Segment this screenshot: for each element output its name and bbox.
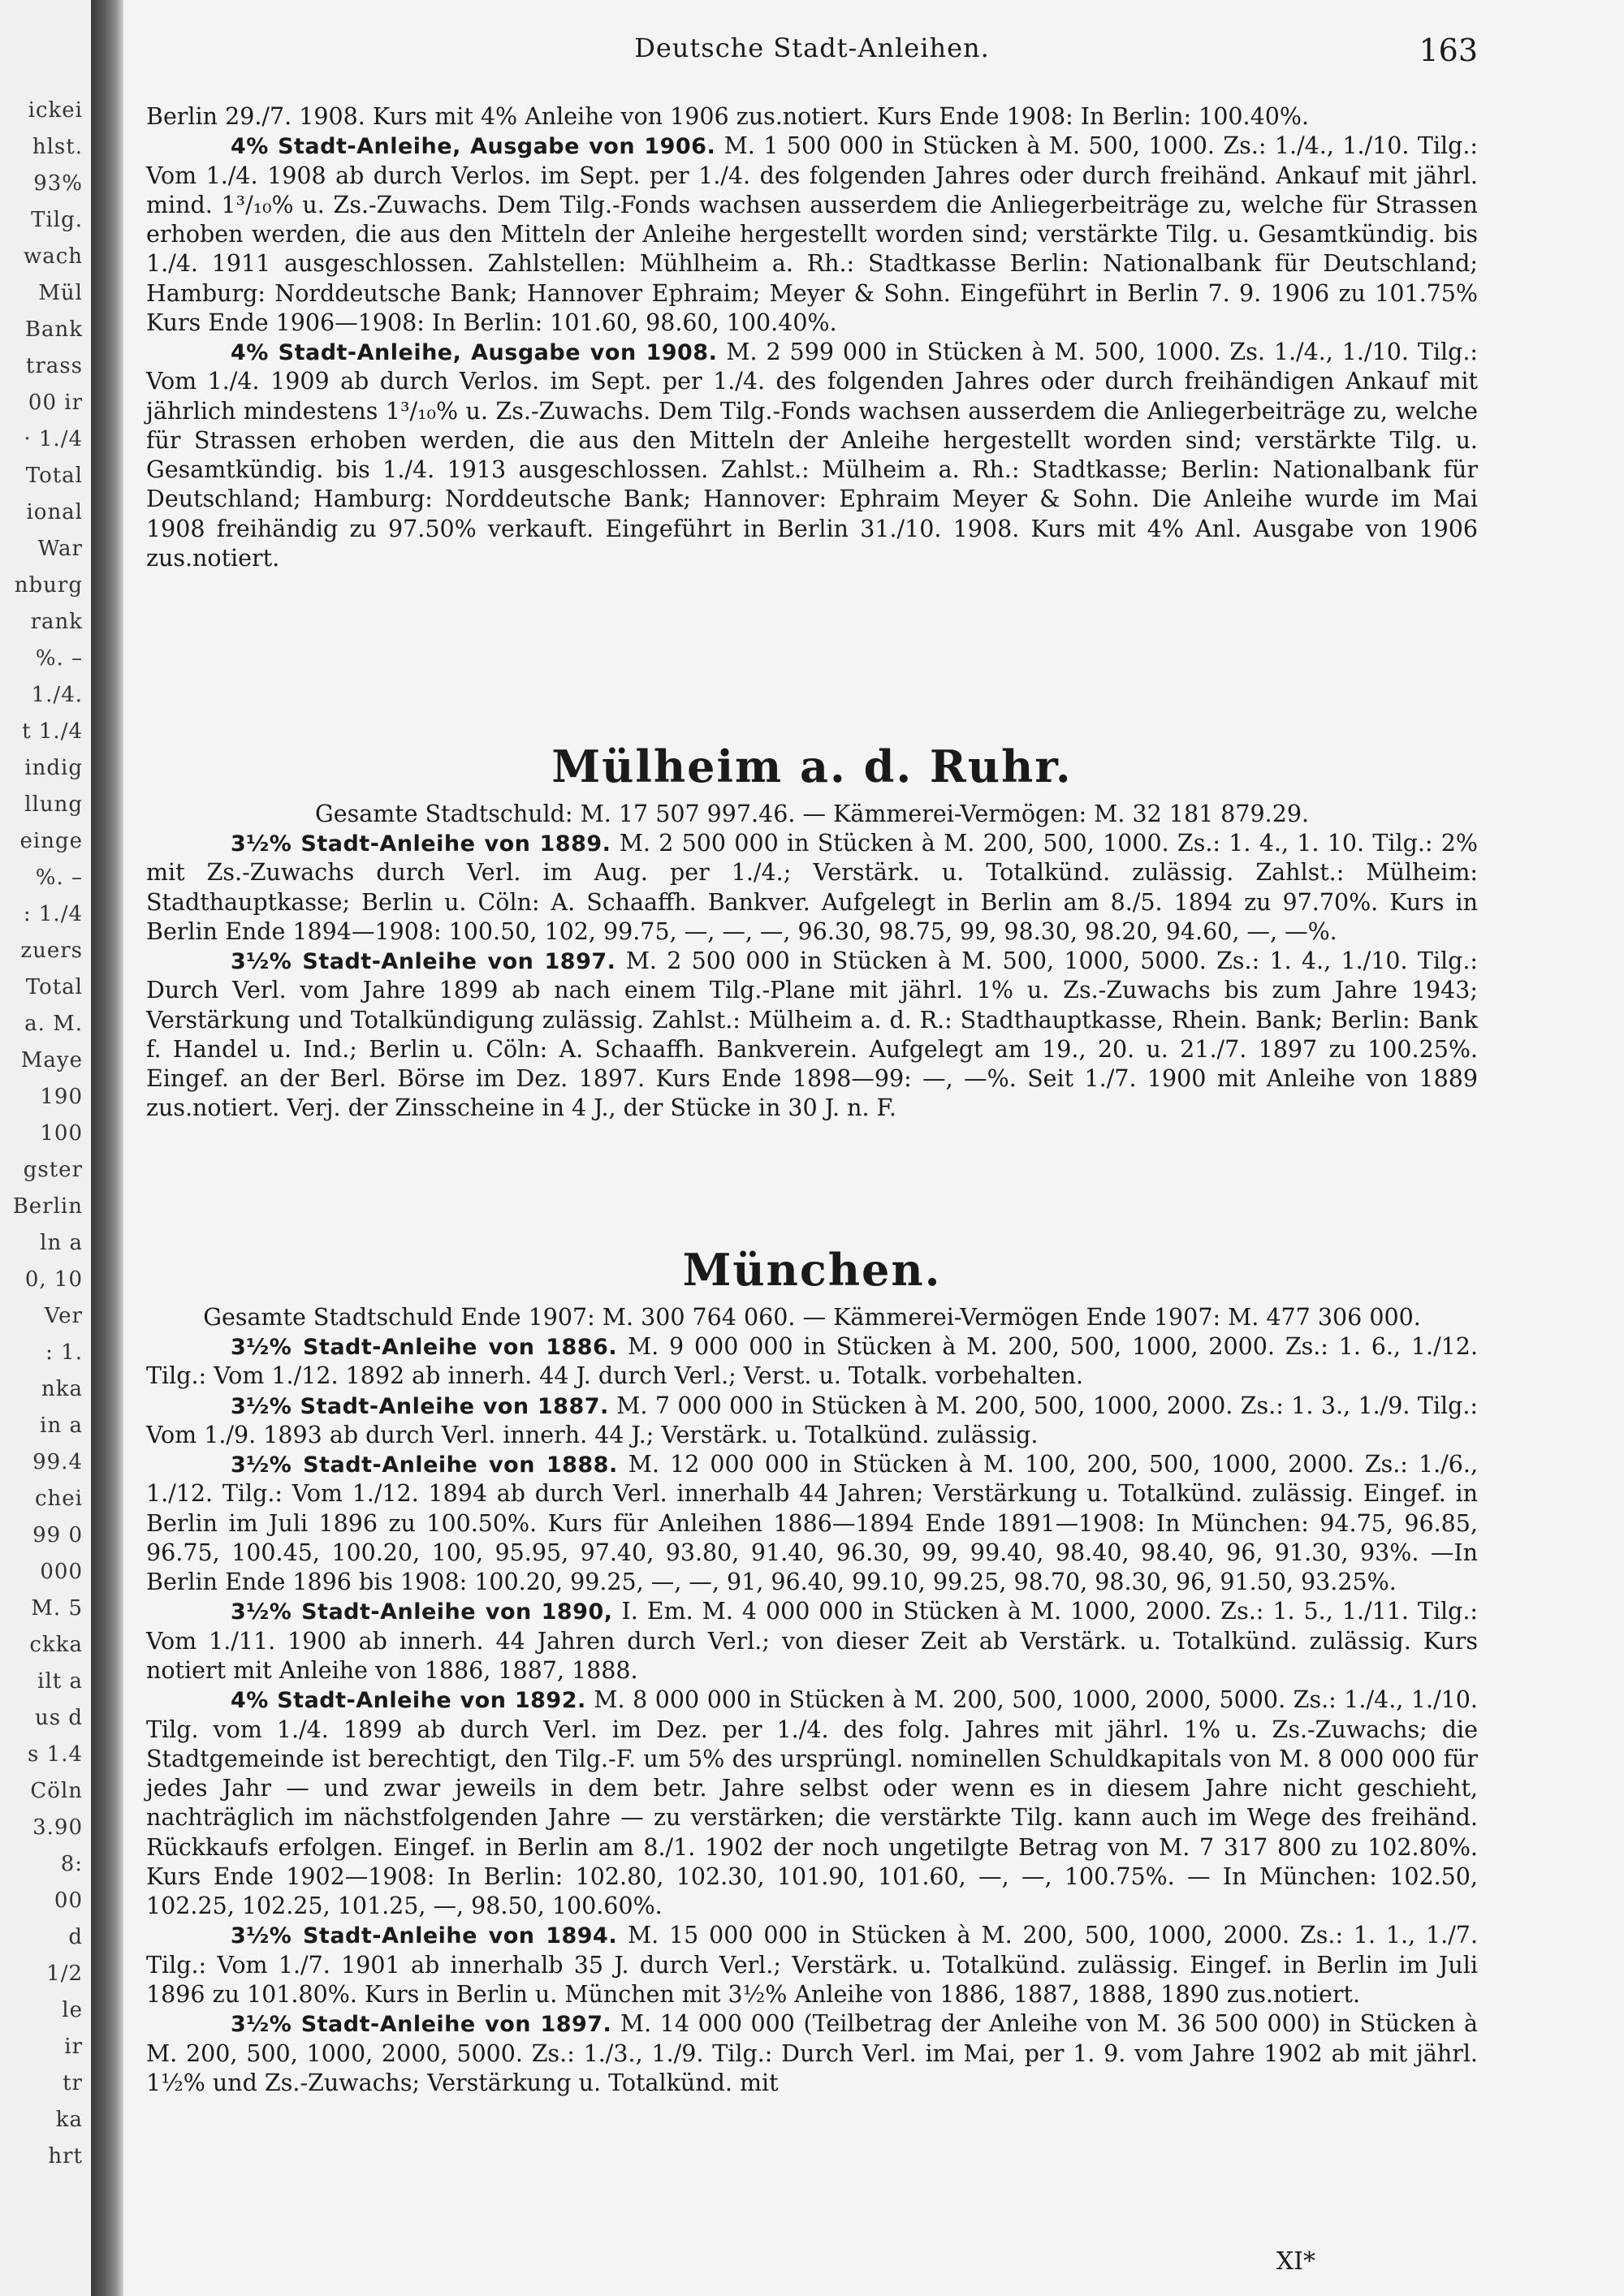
adjacent-text-fragment: Total <box>25 975 83 999</box>
adjacent-text-fragment: Maye <box>20 1048 83 1072</box>
adjacent-text-fragment: ln a <box>40 1231 83 1255</box>
loan-heading: 3½% Stadt-Anleihe von 1886. <box>231 1334 618 1360</box>
adjacent-text-fragment: d <box>68 1925 83 1949</box>
loan-text: M. 1 500 000 in Stücken à M. 500, 1000. Zs.: 1./4., 1./10. Tilg.: Vom 1./4. 1908 ab durch Verlos. im Sept. per 1./4. des folgenden Jahres oder durch freihänd. Ankauf mit jährl. mind. 1³/₁₀% u. Zs.-Zuwachs. Dem Tilg.-Fonds wachsen ausserdem die Anliegerbeiträge zu, welche für Strassen erhoben werden, die aus den Mitteln der Anleihe hergestellt worden sind; verstärkte Tilg. u. Gesamtkündig. bis 1./4. 1911 ausgeschlossen. Zahlstellen: Mühlheim a. Rh.: Stadtkasse Berlin: Nationalbank für Deutschland; Hamburg: Norddeutsche Bank; Hannover Ephraim; Meyer & Sohn. Eingeführt in Berlin 7. 9. 1906 zu 101.75% Kurs Ende 1906—1908: In Berlin: 101.60, 98.60, 100.40%. <box>146 132 1478 336</box>
loan-text: M. 8 000 000 in Stücken à M. 200, 500, 1000, 2000, 5000. Zs.: 1./4., 1./10. Tilg. vom 1./4. 1899 ab durch Verl. im Dez. per 1./4. des folg. Jahres mit jährl. 1% u. Zs.-Zuwachs; die Stadtgemeinde ist berechtigt, den Tilg.-F. um 5% des ursprüngl. nominellen Schuldkapitals von M. 8 000 000 für jedes Jahr — und zwar jeweils in dem betr. Jahre selbst oder wenn es in diesem Jahre nicht geschieht, nachträglich im nächstfolgenden Jahre — zu verstärken; die verstärkte Tilg. kann auch im Wege des freihänd. Rückkaufs erfolgen. Eingef. in Berlin am 8./1. 1902 der noch ungetilgte Betrag von M. 7 317 800 zu 102.80%. Kurs Ende 1902—1908: In Berlin: 102.80, 102.30, 101.90, 101.60, —, —, 100.75%. — In München: 102.50, 102.25, 102.25, 101.25, —, 98.50, 100.60%. <box>146 1686 1478 1920</box>
adjacent-text-fragment: hrt <box>48 2144 83 2169</box>
adjacent-text-fragment: wach <box>23 244 83 269</box>
adjacent-text-fragment: Bank <box>24 317 83 342</box>
loan-heading: 4% Stadt-Anleihe, Ausgabe von 1906. <box>231 134 716 160</box>
adjacent-text-fragment: Total <box>25 464 83 488</box>
adjacent-text-fragment: · 1./4 <box>24 427 83 451</box>
top-section <box>146 102 1478 573</box>
loan-text: M. 2 500 000 in Stücken à M. 500, 1000, 5000. Zs.: 1. 4., 1./10. Tilg.: Durch Verl. vom Jahre 1899 ab nach einem Tilg.-Plane mit jährl. 1% u. Zs.-Zuwachs bis zum Jahre 1943; Verstärkung und Totalkündigung zulässig. Zahlst.: Mülheim a. d. R.: Stadthauptkasse, Rhein. Bank; Berlin: Bank f. Handel u. Ind.; Berlin u. Cöln: A. Schaaffh. Bankverein. Aufgelegt am 19., 20. u. 21./7. 1897 zu 100.25%. Eingef. an der Berl. Börse im Dez. 1897. Kurs Ende 1898—99: —, —%. Seit 1./7. 1900 mit Anleihe von 1889 zus.notiert. Verj. der Zinsscheine in 4 J., der Stücke in 30 J. n. F. <box>146 947 1479 1122</box>
loan-heading: 4% Stadt-Anleihe von 1892. <box>231 1688 586 1714</box>
loan-entry <box>146 1685 1478 1921</box>
adjacent-text-fragment: Berlin <box>12 1194 83 1219</box>
loan-text: M. 15 000 000 in Stücken à M. 200, 500, 1000, 2000. Zs.: 1. 1., 1./7. Tilg.: Vom 1./7. 1901 ab innerhalb 35 J. durch Verl.; Verstärk. u. Totalkünd. zulässig. Eingef. in Berlin im Juli 1896 zu 101.80%. Kurs in Berlin u. München mit 3½% Anleihe von 1886, 1887, 1888, 1890 zus.notiert. <box>146 1922 1479 2008</box>
adjacent-text-fragment: s 1.4 <box>28 1742 83 1767</box>
adjacent-text-fragment: 8: <box>60 1852 83 1876</box>
adjacent-text-fragment: llung <box>24 792 83 817</box>
adjacent-text-fragment: trass <box>25 354 83 378</box>
adjacent-page-strip <box>0 0 89 2296</box>
adjacent-text-fragment: 1/2 <box>46 1962 83 1986</box>
loan-text: M. 9 000 000 in Stücken à M. 200, 500, 1000, 2000. Zs.: 1. 6., 1./12. Tilg.: Vom 1./12. 1892 ab innerh. 44 J. durch Verl.; Verst. u. Totalk. vorbehalten. <box>146 1332 1479 1390</box>
adjacent-text-fragment: ional <box>26 500 83 524</box>
adjacent-text-fragment: le <box>62 1998 83 2022</box>
city-summary: Gesamte Stadtschuld Ende 1907: M. 300 764 060. — Kämmerei-Vermögen Ende 1907: M. 477 306 000. <box>203 1303 1421 1331</box>
adjacent-text-fragment: tr <box>63 2071 83 2095</box>
city-title: München. <box>682 1244 942 1296</box>
loan-entry <box>146 132 1478 338</box>
signature-mark: XI* <box>1276 2247 1315 2276</box>
adjacent-text-fragment: 190 <box>40 1085 83 1109</box>
adjacent-text-fragment: Ver <box>44 1304 83 1328</box>
page-number: 163 <box>1419 32 1478 68</box>
loan-text: M. 7 000 000 in Stücken à M. 200, 500, 1000, 2000. Zs.: 1. 3., 1./9. Tilg.: Vom 1./9. 1893 ab durch Verl. innerh. 44 J.; Verstärk. u. Totalkünd. zulässig. <box>146 1392 1479 1448</box>
adjacent-text-fragment: 00 ir <box>28 391 83 415</box>
loan-heading: 3½% Stadt-Anleihe von 1897. <box>231 2012 612 2038</box>
loan-entry <box>146 338 1478 573</box>
loan-entry <box>146 2009 1478 2098</box>
loan-heading: 3½% Stadt-Anleihe von 1888. <box>231 1452 618 1478</box>
adjacent-text-fragment: : 1. <box>45 1340 83 1365</box>
adjacent-text-fragment: %. – <box>35 646 83 671</box>
loan-entry <box>146 1597 1478 1685</box>
running-title: Deutsche Stadt-Anleihen. <box>634 32 990 63</box>
adjacent-text-fragment: ickei <box>28 98 83 123</box>
adjacent-text-fragment: a. M. <box>24 1012 83 1036</box>
adjacent-text-fragment: nka <box>41 1377 83 1401</box>
running-head <box>146 32 1478 73</box>
adjacent-text-fragment: ilt a <box>37 1669 83 1694</box>
adjacent-text-fragment: 99 0 <box>32 1523 83 1547</box>
city-summary: Gesamte Stadtschuld: M. 17 507 997.46. — Kämmerei-Vermögen: M. 32 181 879.29. <box>314 800 1310 827</box>
loan-entry <box>146 1392 1478 1451</box>
adjacent-text-fragment: 00 <box>54 1888 83 1913</box>
adjacent-text-fragment: : 1./4 <box>23 902 83 926</box>
adjacent-text-fragment: zuers <box>20 939 83 963</box>
adjacent-text-fragment: 99.4 <box>32 1450 83 1474</box>
adjacent-text-fragment: rank <box>30 610 83 634</box>
loan-heading: 3½% Stadt-Anleihe von 1897. <box>231 949 616 975</box>
adjacent-text-fragment: ckka <box>29 1633 83 1657</box>
book-page <box>146 24 1478 2281</box>
section-muelheim <box>146 739 1478 1124</box>
adjacent-text-fragment: indig <box>24 756 83 780</box>
adjacent-text-fragment: gster <box>23 1158 83 1182</box>
book-gutter <box>91 0 123 2296</box>
adjacent-text-fragment: War <box>37 537 83 561</box>
adjacent-text-fragment: 0, 10 <box>24 1267 83 1292</box>
adjacent-text-fragment: M. 5 <box>31 1596 83 1621</box>
adjacent-text-fragment: 3.90 <box>32 1815 83 1840</box>
adjacent-text-fragment: %. – <box>35 865 83 890</box>
adjacent-text-fragment: Tilg. <box>31 208 83 232</box>
adjacent-text-fragment: Mül <box>38 281 83 305</box>
adjacent-text-fragment: 000 <box>40 1560 83 1584</box>
adjacent-text-fragment: ir <box>64 2035 83 2059</box>
adjacent-text-fragment: 100 <box>40 1121 83 1146</box>
loan-text: M. 14 000 000 (Teilbetrag der Anleihe von M. 36 500 000) in Stücken à M. 200, 500, 1000, 2000, 5000. Zs.: 1./3., 1./9. Tilg.: Durch Verl. im Mai, per 1. 9. vom Jahre 1902 ab mit jährl. 1½% und Zs.-Zuwachs; Verstärkung u. Totalkünd. mit <box>146 2010 1479 2096</box>
loan-heading: 3½% Stadt-Anleihe von 1890, <box>231 1599 613 1625</box>
adjacent-text-fragment: us d <box>35 1706 83 1730</box>
loan-entry <box>146 829 1478 947</box>
loan-text: M. 12 000 000 in Stücken à M. 100, 200, 500, 1000, 2000. Zs.: 1./6., 1./12. Tilg.: Vom 1./12. 1894 ab durch Verl. innerhalb 44 Jahren; Verstärkung u. Totalkünd. zulässig. Eingef. in Berlin im Juli 1896 zu 100.50%. Kurs für Anleihen 1886—1894 Ende 1891—1908: In München: 94.75, 96.85, 96.75, 100.45, 100.20, 100, 95.95, 97.40, 93.80, 91.40, 96.30, 99, 99.40, 98.40, 98.40, 96, 91.30, 93%. —In Berlin Ende 1896 bis 1908: 100.20, 99.25, —, —, 91, 96.40, 99.10, 99.25, 98.70, 98.30, 96, 91.50, 93.25%. <box>146 1451 1479 1596</box>
city-title: Mülheim a. d. Ruhr. <box>551 740 1073 792</box>
loan-text: M. 2 500 000 in Stücken à M. 200, 500, 1000. Zs.: 1. 4., 1. 10. Tilg.: 2% mit Zs.-Zuwachs durch Verl. im Aug. per 1./4.; Verstärk. u. Totalkünd. zulässig. Zahlst.: Mülheim: Stadthauptkasse; Berlin u. Cöln: A. Schaaffh. Bankver. Aufgelegt in Berlin am 8./5. 1894 zu 97.70%. Kurs in Berlin Ende 1894—1908: 100.50, 102, 99.75, —, —, —, 96.30, 98.75, 99, 98.30, 98.20, 94.60, —, —%. <box>146 829 1479 945</box>
carryover-paragraph: Berlin 29./7. 1908. Kurs mit 4% Anleihe von 1906 zus.notiert. Kurs Ende 1908: In Berlin: 100.40%. <box>146 103 1309 130</box>
adjacent-text-fragment: 93% <box>33 171 83 196</box>
adjacent-text-fragment: ka <box>55 2108 83 2132</box>
loan-entry <box>146 1332 1478 1392</box>
loan-entry <box>146 1450 1478 1597</box>
section-muenchen <box>146 1242 1478 2098</box>
adjacent-text-fragment: einge <box>19 829 83 853</box>
loan-entry <box>146 1921 1478 2009</box>
loan-entry <box>146 947 1478 1124</box>
loan-heading: 3½% Stadt-Anleihe von 1887. <box>231 1393 609 1419</box>
adjacent-text-fragment: in a <box>40 1413 83 1438</box>
adjacent-text-fragment: chei <box>34 1487 83 1511</box>
loan-heading: 3½% Stadt-Anleihe von 1894. <box>231 1923 618 1949</box>
adjacent-text-fragment: Cöln <box>30 1779 83 1803</box>
adjacent-text-fragment: nburg <box>14 573 83 598</box>
adjacent-text-fragment: hlst. <box>32 135 83 159</box>
loan-heading: 3½% Stadt-Anleihe von 1889. <box>231 831 611 857</box>
loan-heading: 4% Stadt-Anleihe, Ausgabe von 1908. <box>231 340 718 366</box>
loan-text: I. Em. M. 4 000 000 in Stücken à M. 1000, 2000. Zs.: 1. 5., 1./11. Tilg.: Vom 1./11. 1900 ab innerh. 44 Jahren durch Verl.; von dieser Zeit ab Verstärk. u. Totalkünd. zulässig. Kurs notiert mit Anleihe von 1886, 1887, 1888. <box>146 1598 1478 1685</box>
adjacent-text-fragment: t 1./4 <box>22 719 83 744</box>
adjacent-text-fragment: 1./4. <box>31 683 83 707</box>
loan-text: M. 2 599 000 in Stücken à M. 500, 1000. Zs. 1./4., 1./10. Tilg.: Vom 1./4. 1909 ab durch Verlos. im Sept. per 1./4. des folgenden Jahres oder durch freihändigen Ankauf mit jährlich mindestens 1³/₁₀% u. Zs.-Zuwachs. Dem Tilg.-Fonds wachsen ausserdem die Anliegerbeiträge zu, welche für Strassen erhoben werden, die aus den Mitteln der Anleihe hergestellt worden sind; verstärkte Tilg. u. Gesamtkündig. bis 1./4. 1913 ausgeschlossen. Zahlst.: Mülheim a. Rh.: Stadtkasse; Berlin: Nationalbank für Deutschland; Hamburg: Norddeutsche Bank; Hannover: Ephraim Meyer & Sohn. Die Anleihe wurde im Mai 1908 freihändig zu 97.50% verkauft. Eingeführt in Berlin 31./10. 1908. Kurs mit 4% Anl. Ausgabe von 1906 zus.notiert. <box>146 339 1479 572</box>
